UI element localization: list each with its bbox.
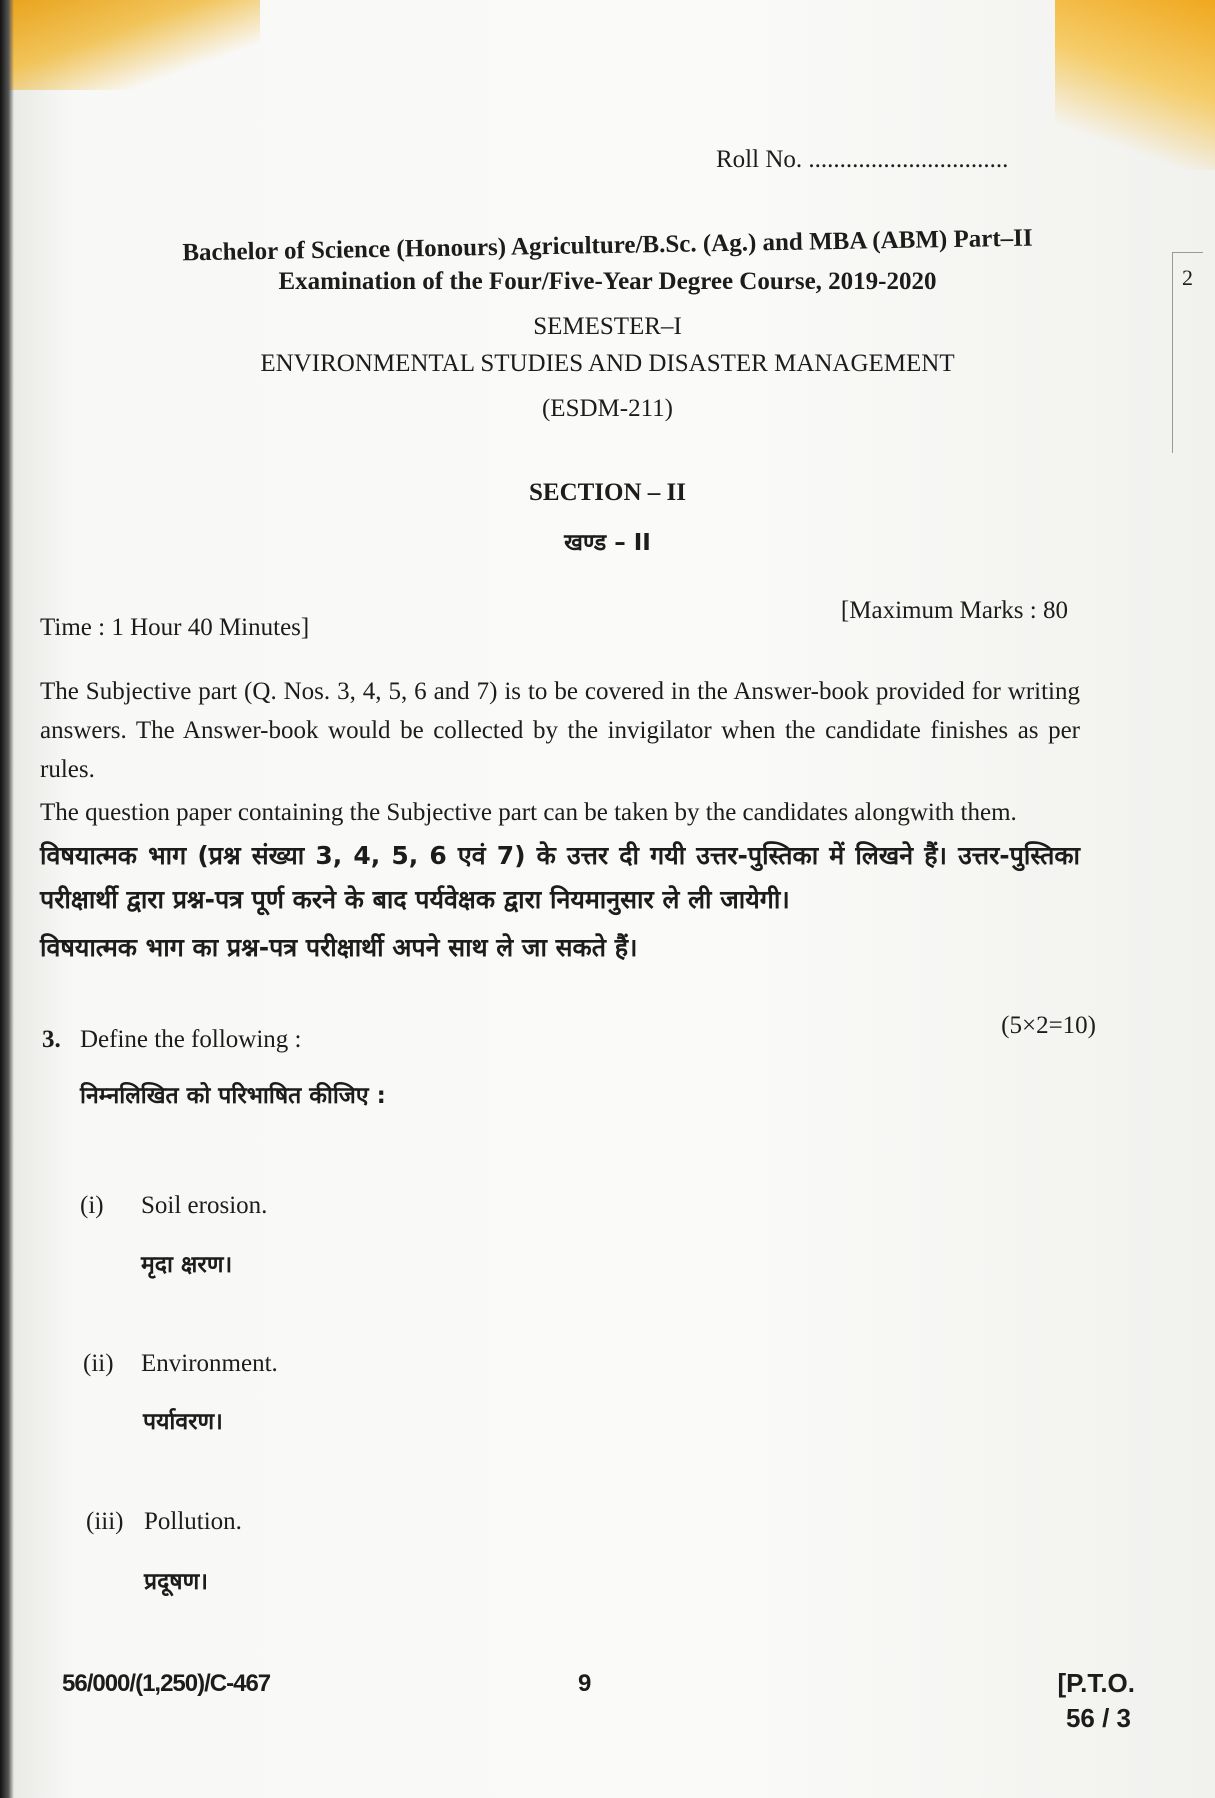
maximum-marks: [Maximum Marks : 80 bbox=[840, 597, 1068, 624]
instructions-hindi-1: विषयात्मक भाग (प्रश्न संख्या 3, 4, 5, 6 एवं 7) के उत्तर दी गयी उत्तर-पुस्तिका में लिखने हैं। उत्तर-पुस्तिका परीक्षार्थी द्वारा प्रश्न-पत्र पूर्ण करने के बाद पर्यवेक्षक द्वारा नियमानुसार ले ली जायेगी। bbox=[40, 841, 1080, 914]
section-title: SECTION – II bbox=[529, 479, 686, 506]
sub-question-hindi: पर्यावरण। bbox=[143, 1409, 223, 1435]
sub-question-number: (iii) bbox=[86, 1508, 124, 1535]
sub-question-hindi: प्रदूषण। bbox=[144, 1569, 208, 1595]
paper-set: 56 / 3 bbox=[1065, 1703, 1131, 1733]
time-allowed: Time : 1 Hour 40 Minutes] bbox=[40, 614, 310, 641]
instructions-english-1: The Subjective part (Q. Nos. 3, 4, 5, 6 and 7) is to be covered in the Answer-book provided for writing answers. The Answer-book would be collected by the invigilator when the candidate finishes as per rules. bbox=[40, 678, 1080, 783]
footer-code: 56/000/(1,250)/C-467 bbox=[62, 1670, 271, 1697]
subject-code: (ESDM-211) bbox=[541, 395, 673, 422]
background-corner bbox=[0, 0, 260, 90]
header-line-2: Examination of the Four/Five-Year Degree Course, 2019-2020 bbox=[278, 268, 937, 295]
semester: SEMESTER–I bbox=[533, 313, 682, 340]
sub-question-text: Environment. bbox=[141, 1350, 278, 1377]
sub-question-hindi: मृदा क्षरण। bbox=[141, 1252, 233, 1278]
roll-no bbox=[716, 146, 1008, 174]
question-text-hindi: निम्नलिखित को परिभाषित कीजिए : bbox=[80, 1083, 386, 1109]
sub-question-number: (ii) bbox=[83, 1350, 114, 1377]
sub-question-number: (i) bbox=[80, 1192, 104, 1219]
section-title-hindi: खण्ड – II bbox=[564, 530, 651, 556]
question-text: Define the following : bbox=[80, 1026, 302, 1053]
page-number: 9 bbox=[578, 1670, 592, 1697]
background-corner bbox=[1055, 0, 1215, 170]
roll-no-blank: ................................ bbox=[808, 146, 1009, 173]
pto: [P.T.O. bbox=[1057, 1668, 1135, 1698]
subject-title: ENVIRONMENTAL STUDIES AND DISASTER MANAGEMENT bbox=[260, 350, 955, 377]
sub-question-text: Soil erosion. bbox=[141, 1192, 268, 1219]
side-number: 2 bbox=[1182, 265, 1193, 290]
header-line-1: Bachelor of Science (Honours) Agriculture/B.Sc. (Ag.) and MBA (ABM) Part–II bbox=[182, 224, 1033, 267]
roll-no-label: Roll No. bbox=[716, 146, 803, 173]
sub-question-text: Pollution. bbox=[144, 1508, 242, 1535]
instructions-hindi-2: विषयात्मक भाग का प्रश्न-पत्र परीक्षार्थी अपने साथ ले जा सकते हैं। bbox=[40, 933, 638, 962]
question-marks: (5×2=10) bbox=[1001, 1012, 1096, 1039]
question-number: 3. bbox=[42, 1026, 61, 1053]
instructions-english-2: The question paper containing the Subjective part can be taken by the candidates alongwith them. bbox=[40, 799, 1017, 826]
